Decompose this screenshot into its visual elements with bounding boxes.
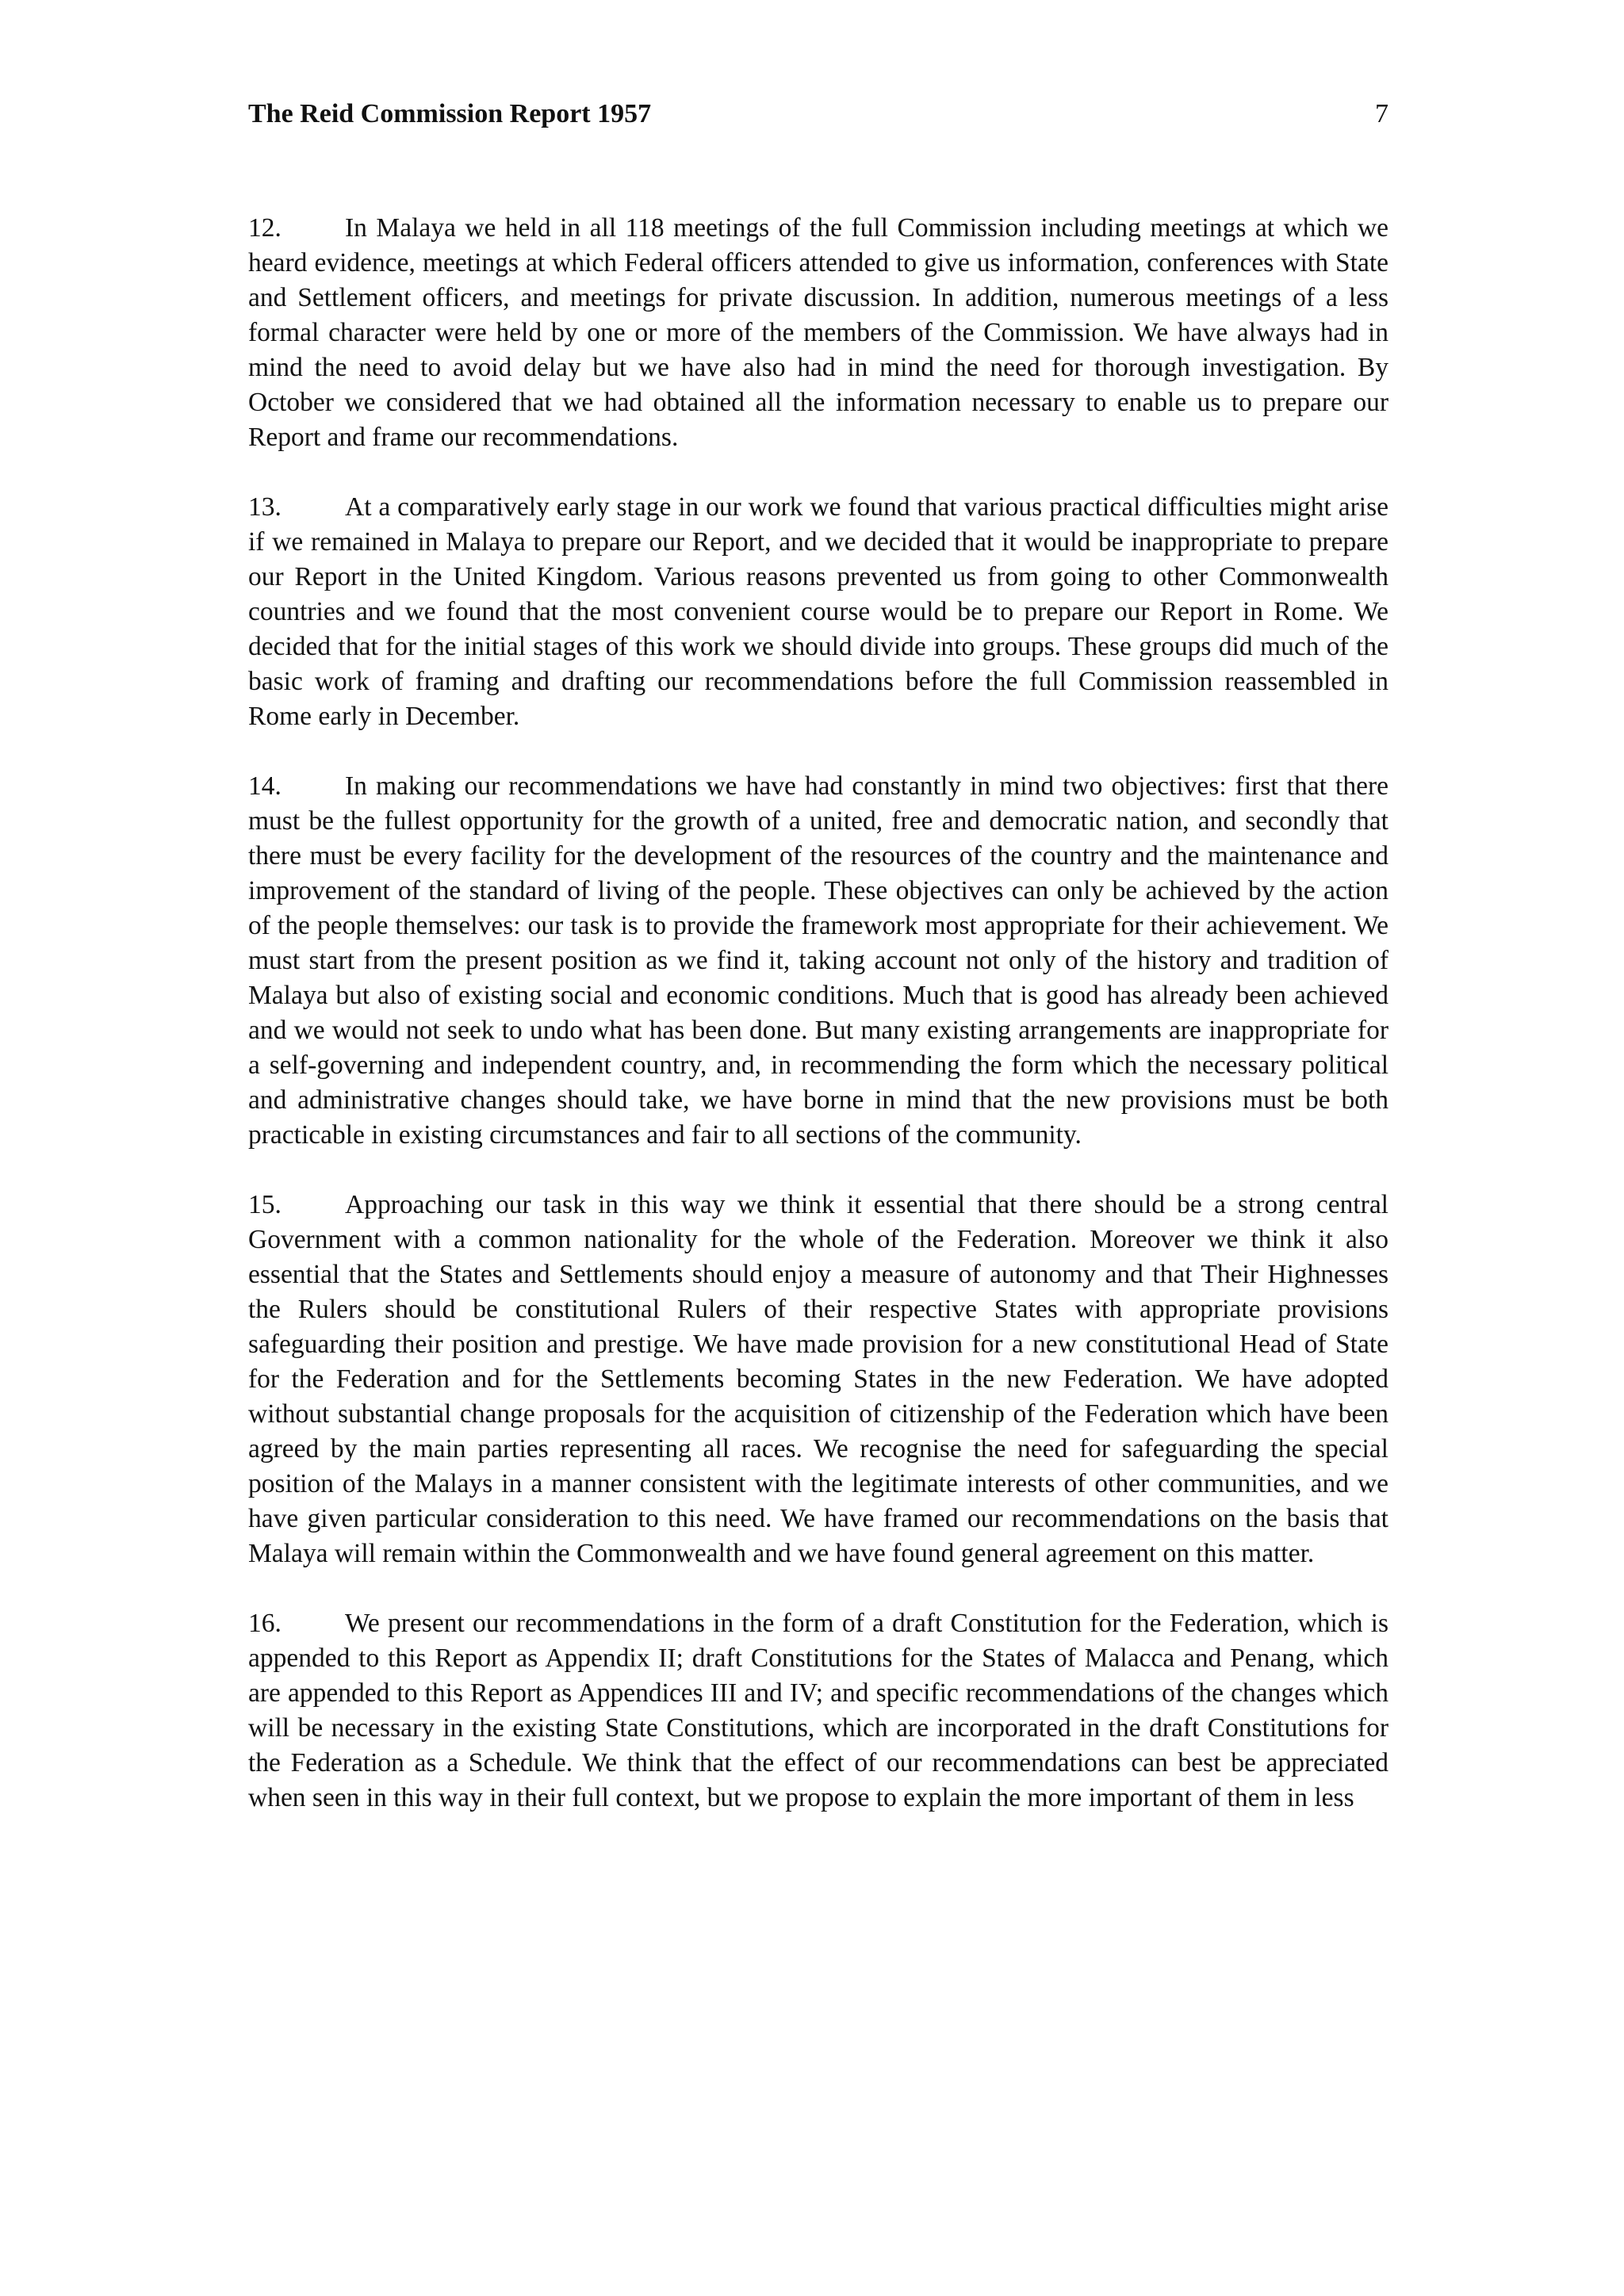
paragraph-number: 12. [248, 213, 282, 243]
paragraph-text: In Malaya we held in all 118 meetings of the full Commission including meetings at which we heard evidence, meetings at which Federal officers attended to give us information, conferences with State and Settlement officers, and meetings for private discussion. In addition, numerous meetings of a less formal character were held by one or more of the members of the Commission. We have always had in mind the need to avoid delay but we have also had in mind the need for thorough investigation. By October we considered that we had obtained all the information necessary to enable us to prepare our Report and frame our recommendations. [248, 213, 1388, 452]
paragraph-13 [248, 490, 1388, 734]
running-header [248, 97, 1388, 136]
report-title: The Reid Commission Report 1957 [248, 99, 652, 128]
paragraph-14 [248, 769, 1388, 1153]
paragraph-text: In making our recommendations we have had constantly in mind two objectives: first that there must be the fullest opportunity for the growth of a united, free and democratic nation, and secondly that there must be every facility for the development of the resources of the country and the maintenance and improvement of the standard of living of the people. These objectives can only be achieved by the action of the people themselves: our task is to provide the framework most appropriate for their achievement. We must start from the present position as we find it, taking account not only of the history and tradition of Malaya but also of existing social and economic conditions. Much that is good has already been achieved and we would not seek to undo what has been done. But many existing arrangements are inappropriate for a self-governing and independent country, and, in recommending the form which the necessary political and administrative changes should take, we have borne in mind that the new provisions must be both practicable in existing circumstances and fair to all sections of the community. [248, 771, 1388, 1150]
paragraph-text: At a comparatively early stage in our work we found that various practical difficulties might arise if we remained in Malaya to prepare our Report, and we decided that it would be inappropriate to prepare our Report in the United Kingdom. Various reasons prevented us from going to other Commonwealth countries and we found that the most convenient course would be to prepare our Report in Rome. We decided that for the initial stages of this work we should divide into groups. These groups did much of the basic work of framing and drafting our recommendations before the full Commission reassembled in Rome early in December. [248, 492, 1388, 731]
page-number: 7 [1375, 99, 1388, 128]
paragraph-text: Approaching our task in this way we think it essential that there should be a strong central Government with a common nationality for the whole of the Federation. Moreover we think it also essential that the States and Settlements should enjoy a measure of autonomy and that Their Highnesses the Rulers should be constitutional Rulers of their respective States with appropriate provisions safeguarding their position and prestige. We have made provision for a new constitutional Head of State for the Federation and for the Settlements becoming States in the new Federation. We have adopted without substantial change proposals for the acquisition of citizenship of the Federation which have been agreed by the main parties representing all races. We recognise the need for safeguarding the special position of the Malays in a manner consistent with the legitimate interests of other communities, and we have given particular consideration to this need. We have framed our recommendations on the basis that Malaya will remain within the Commonwealth and we have found general agreement on this matter. [248, 1190, 1388, 1568]
paragraph-16 [248, 1606, 1388, 1816]
paragraph-number: 16. [248, 1609, 282, 1638]
paragraph-15 [248, 1188, 1388, 1571]
paragraph-12 [248, 211, 1388, 455]
paragraph-text: We present our recommendations in the form of a draft Constitution for the Federation, which is appended to this Report as Appendix II; draft Constitutions for the States of Malacca and Penang, which are appended to this Report as Appendices III and IV; and specific recommendations of the changes which will be necessary in the existing State Constitutions, which are incorporated in the draft Constitutions for the Federation as a Schedule. We think that the effect of our recommendations can best be appreciated when seen in this way in their full context, but we propose to explain the more important of them in less [248, 1609, 1388, 1812]
paragraph-number: 14. [248, 771, 282, 801]
paragraph-number: 13. [248, 492, 282, 522]
paragraph-number: 15. [248, 1190, 282, 1219]
body-text [248, 211, 1388, 1850]
